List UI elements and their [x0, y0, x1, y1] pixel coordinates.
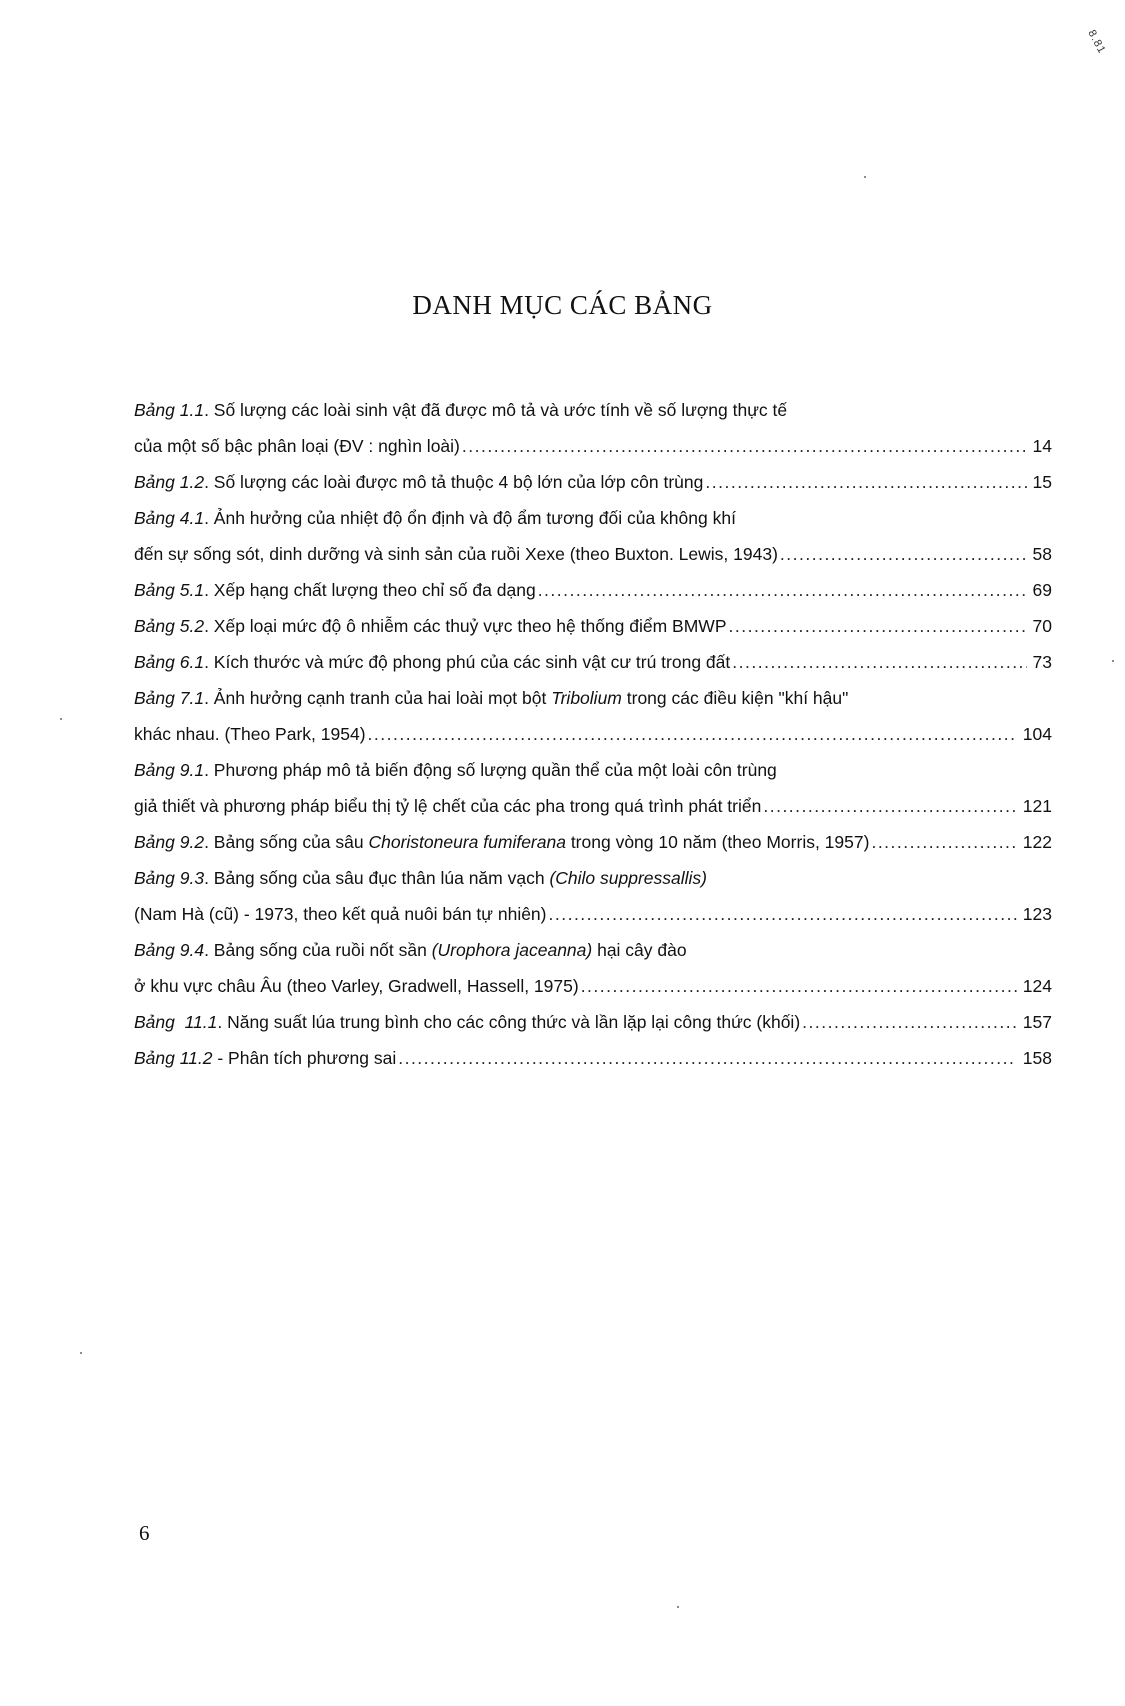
- dot-leader: [763, 788, 1016, 824]
- table-label: Bảng 1.1: [134, 400, 205, 420]
- toc-entry-line: [134, 680, 1052, 716]
- table-label: Bảng 11.2: [134, 1048, 213, 1068]
- toc-entry-line[interactable]: [134, 788, 1052, 824]
- toc-entry-line[interactable]: [134, 464, 1052, 500]
- toc-entry-text: giả thiết và phương pháp biểu thị tỷ lệ chết của các pha trong quá trình phát triển: [134, 796, 762, 816]
- toc-entry-text: Bảng 4.1. Ảnh hưởng của nhiệt độ ổn định và độ ẩm tương đối của không khí: [134, 508, 736, 528]
- table-label: Bảng 9.3: [134, 868, 205, 888]
- toc-entry-text: Bảng 9.4. Bảng sống của ruồi nốt sần (Urophora jaceanna) hại cây đào: [134, 940, 687, 960]
- species-name: (Urophora jaceanna): [431, 940, 593, 960]
- toc-entry-text: Bảng 6.1. Kích thước và mức độ phong phú của các sinh vật cư trú trong đất: [134, 652, 731, 672]
- toc-entry-text: ở khu vực châu Âu (theo Varley, Gradwell, Hassell, 1975): [134, 976, 579, 996]
- toc-entry-line[interactable]: [134, 428, 1052, 464]
- toc-entry-line: [134, 932, 1052, 968]
- toc-entry-line[interactable]: [134, 1004, 1052, 1040]
- table-label: Bảng 9.1: [134, 760, 205, 780]
- toc-entry-text: Bảng 1.2. Số lượng các loài được mô tả thuộc 4 bộ lớn của lớp côn trùng: [134, 472, 704, 492]
- toc-entry-text: (Nam Hà (cũ) - 1973, theo kết quả nuôi bán tự nhiên): [134, 904, 547, 924]
- toc-entry-line[interactable]: [134, 896, 1052, 932]
- table-label: Bảng 5.2: [134, 616, 205, 636]
- toc-entry-line[interactable]: [134, 608, 1052, 644]
- page-ref: 122: [1022, 832, 1052, 852]
- toc-entry-line[interactable]: [134, 824, 1052, 860]
- toc-entry-text: Bảng 9.3. Bảng sống của sâu đục thân lúa năm vạch (Chilo suppressallis): [134, 868, 707, 888]
- toc-entry-text: Bảng 9.1. Phương pháp mô tả biến động số lượng quần thể của một loài côn trùng: [134, 760, 777, 780]
- toc-entry-text: Bảng 1.1. Số lượng các loài sinh vật đã được mô tả và ước tính về số lượng thực tế: [134, 400, 788, 420]
- toc-entry-line: [134, 860, 1052, 896]
- toc-entry-text: Bảng 11.1. Năng suất lúa trung bình cho các công thức và lần lặp lại công thức (khối): [134, 1012, 801, 1032]
- page-ref: 123: [1022, 904, 1052, 924]
- page-ref: 158: [1022, 1048, 1052, 1068]
- toc-entry-line: [134, 500, 1052, 536]
- page-ref: 70: [1032, 616, 1052, 636]
- toc-entry-text: Bảng 5.1. Xếp hạng chất lượng theo chỉ số đa dạng: [134, 580, 536, 600]
- table-label: Bảng 9.4: [134, 940, 205, 960]
- table-list: [134, 392, 1052, 1076]
- scan-speck: [60, 718, 62, 720]
- page-ref: 14: [1032, 436, 1052, 456]
- table-label: Bảng 1.2: [134, 472, 205, 492]
- dot-leader: [462, 428, 1027, 464]
- dot-leader: [780, 536, 1027, 572]
- dot-leader: [581, 968, 1017, 1004]
- dot-leader: [802, 1004, 1017, 1040]
- dot-leader: [732, 644, 1026, 680]
- dot-leader: [729, 608, 1027, 644]
- dot-leader: [368, 716, 1017, 752]
- toc-entry-line: [134, 752, 1052, 788]
- table-label: Bảng 9.2: [134, 832, 205, 852]
- page-ref: 104: [1022, 724, 1052, 744]
- table-label: Bảng 6.1: [134, 652, 205, 672]
- scan-speck: [1112, 660, 1114, 662]
- toc-entry-text: Bảng 5.2. Xếp loại mức độ ô nhiễm các thuỷ vực theo hệ thống điểm BMWP: [134, 616, 727, 636]
- toc-entry-line: [134, 392, 1052, 428]
- species-name: Tribolium: [551, 688, 622, 708]
- corner-annotation: 8.81: [1085, 28, 1108, 57]
- table-label: Bảng 7.1: [134, 688, 205, 708]
- page-ref: 58: [1032, 544, 1052, 564]
- dot-leader: [871, 824, 1016, 860]
- toc-entry-line[interactable]: [134, 716, 1052, 752]
- dot-leader: [538, 572, 1027, 608]
- scan-speck: [864, 176, 866, 178]
- toc-entry-text: đến sự sống sót, dinh dưỡng và sinh sản của ruồi Xexe (theo Buxton. Lewis, 1943): [134, 544, 778, 564]
- page-title: DANH MỤC CÁC BẢNG: [412, 290, 713, 320]
- table-label: Bảng 4.1: [134, 508, 205, 528]
- page-number: 6: [139, 1521, 150, 1545]
- dot-leader: [705, 464, 1026, 500]
- page-ref: 124: [1022, 976, 1052, 996]
- page-ref: 121: [1022, 796, 1052, 816]
- toc-entry-text: Bảng 9.2. Bảng sống của sâu Choristoneura fumiferana trong vòng 10 năm (theo Morris, 1957): [134, 832, 870, 852]
- table-label: Bảng 5.1: [134, 580, 205, 600]
- scan-speck: [677, 1606, 679, 1608]
- table-label: Bảng 11.1: [134, 1012, 218, 1032]
- toc-entry-text: Bảng 7.1. Ảnh hưởng cạnh tranh của hai loài mọt bột Tribolium trong các điều kiện "khí hậu": [134, 688, 849, 708]
- scan-speck: [80, 1352, 82, 1354]
- toc-entry-line[interactable]: [134, 536, 1052, 572]
- toc-entry-line[interactable]: [134, 1040, 1052, 1076]
- page-ref: 73: [1032, 652, 1052, 672]
- toc-entry-line[interactable]: [134, 572, 1052, 608]
- toc-entry-text: của một số bậc phân loại (ĐV : nghìn loài): [134, 436, 460, 456]
- dot-leader: [549, 896, 1017, 932]
- page-ref: 15: [1032, 472, 1052, 492]
- toc-entry-line[interactable]: [134, 968, 1052, 1004]
- page-ref: 69: [1032, 580, 1052, 600]
- toc-entry-text: khác nhau. (Theo Park, 1954): [134, 724, 366, 744]
- species-name: (Chilo suppressallis): [549, 868, 707, 888]
- toc-entry-text: Bảng 11.2 - Phân tích phương sai: [134, 1048, 397, 1068]
- toc-entry-line[interactable]: [134, 644, 1052, 680]
- species-name: Choristoneura fumiferana: [368, 832, 566, 852]
- dot-leader: [398, 1040, 1017, 1076]
- page-ref: 157: [1022, 1012, 1052, 1032]
